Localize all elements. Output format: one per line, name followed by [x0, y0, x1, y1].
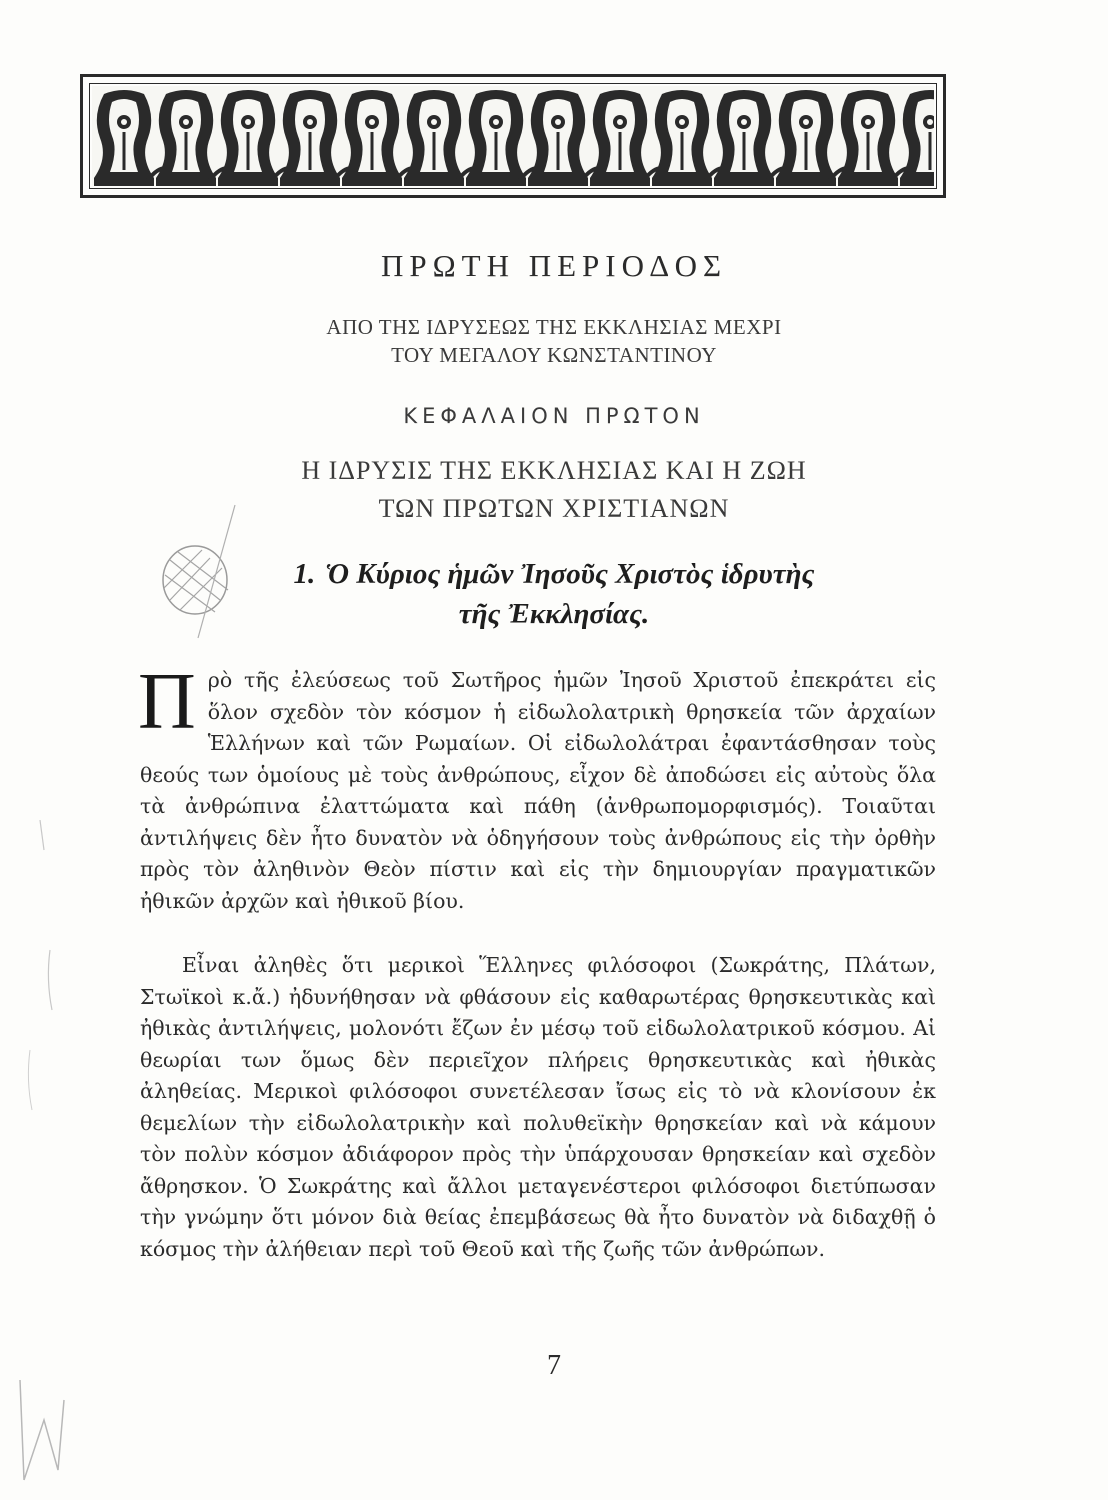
ornament-pattern-icon — [92, 86, 934, 186]
paragraph-1-text: ρὸ τῆς ἐλεύσεως τοῦ Σωτῆρος ἡμῶν Ἰησοῦ Χριστοῦ ἐπεκράτει εἰς ὅλον σχεδὸν τὸν κόσμον ἡ εἰδωλολατρικὴ θρησκεία τῶν ἀρχαίων Ἑλλήνων καὶ τῶν Ρωμαίων. Οἱ εἰδωλολάτραι ἐφαντάσθησαν τοὺς θεούς των ὁμοίους μὲ τοὺς ἀνθρώπους, εἶχον δὲ ἀποδώσει εἰς αὐτοὺς ὅλα τὰ ἀνθρώπινα ἐλαττώματα καὶ πάθη (ἀνθρωπομορφισμός). Τοιαῦται ἀντιλήψεις δὲν ἦτο δυνατὸν νὰ ὁδηγήσουν τοὺς ἀνθρώπους εἰς τὴν ὀρθὴν πρὸς τὸν ἀληθινὸν Θεὸν πίστιν καὶ εἰς τὴν δημιουργίαν πραγματικῶν ἠθικῶν ἀρχῶν καὶ ἠθικοῦ βίου. — [140, 668, 936, 913]
margin-pencil-marks-icon — [0, 820, 80, 1500]
paragraph-1 — [138, 658, 936, 917]
page-number: 7 — [547, 1350, 561, 1381]
decorative-header-border — [80, 74, 946, 198]
chapter-title-line-1: Η ΙΔΡΥΣΙΣ ΤΗΣ ΕΚΚΛΗΣΙΑΣ ΚΑΙ Η ΖΩΗ — [301, 456, 807, 485]
subtitle-line-1: ΑΠΟ ΤΗΣ ΙΔΡΥΣΕΩΣ ΤΗΣ ΕΚΚΛΗΣΙΑΣ ΜΕΧΡΙ — [326, 315, 782, 339]
paragraph-2: Εἶναι ἀληθὲς ὅτι μερικοὶ Ἕλληνες φιλόσοφοι (Σωκράτης, Πλάτων, Στωϊκοὶ κ.ἄ.) ἠδυνήθησαν νὰ φθάσουν εἰς καθαρωτέρας θρησκευτικὰς καὶ ἠθικὰς ἀντιλήψεις, μολονότι ἔζων ἐν μέσῳ τοῦ εἰδωλολατρικοῦ κόσμου. Αἱ θεωρίαι των ὅμως δὲν περιεῖχον πλήρεις θρησκευτικὰς καὶ ἠθικὰς ἀληθείας. Μερικοὶ φιλόσοφοι συνετέλεσαν ἴσως εἰς τὸ νὰ κλονίσουν ἐκ θεμελίων τὴν εἰδωλολατρικὴν καὶ πολυθεϊκὴν θρησκείαν καὶ νὰ κάμουν τὸν πολὺν κόσμον ἀδιάφορον πρὸς τὴν ὑπάρχουσαν θρησκείαν καὶ σχεδὸν ἄθρησκον. Ὁ Σωκράτης καὶ ἄλλοι μεταγενέστεροι φιλόσοφοι διετύπωσαν τὴν γνώμην ὅτι μόνον διὰ θείας ἐπεμβάσεως θὰ ἦτο δυνατὸν νὰ διδαχθῇ ὁ κόσμος τὴν ἀλήθειαν περὶ τοῦ Θεοῦ καὶ τῆς ζωῆς τῶν ἀνθρώπων. — [140, 953, 936, 1261]
chapter-title-line-2: ΤΩΝ ΠΡΩΤΩΝ ΧΡΙΣΤΙΑΝΩΝ — [378, 494, 730, 523]
period-title: ΠΡΩΤΗ ΠΕΡΙΟΔΟΣ — [380, 248, 728, 283]
subtitle-line-2: ΤΟΥ ΜΕΓΑΛΟΥ ΚΩΝΣΤΑΝΤΙΝΟΥ — [391, 343, 717, 367]
drop-cap: Π — [138, 658, 196, 746]
chapter-label: ΚΕΦΑΛΑΙΟΝ ΠΡΩΤΟΝ — [403, 404, 705, 428]
section-heading-line-1 — [0, 554, 1108, 594]
section-title-line-1: Ὁ Κύριος ἡμῶν Ἰησοῦς Χριστὸς ἱδρυτὴς — [325, 558, 815, 590]
section-number: 1. — [293, 558, 316, 590]
period-subtitle — [0, 313, 1108, 369]
section-title-line-2: τῆς Ἐκκλησίας. — [458, 598, 650, 630]
section-heading — [0, 554, 1108, 634]
